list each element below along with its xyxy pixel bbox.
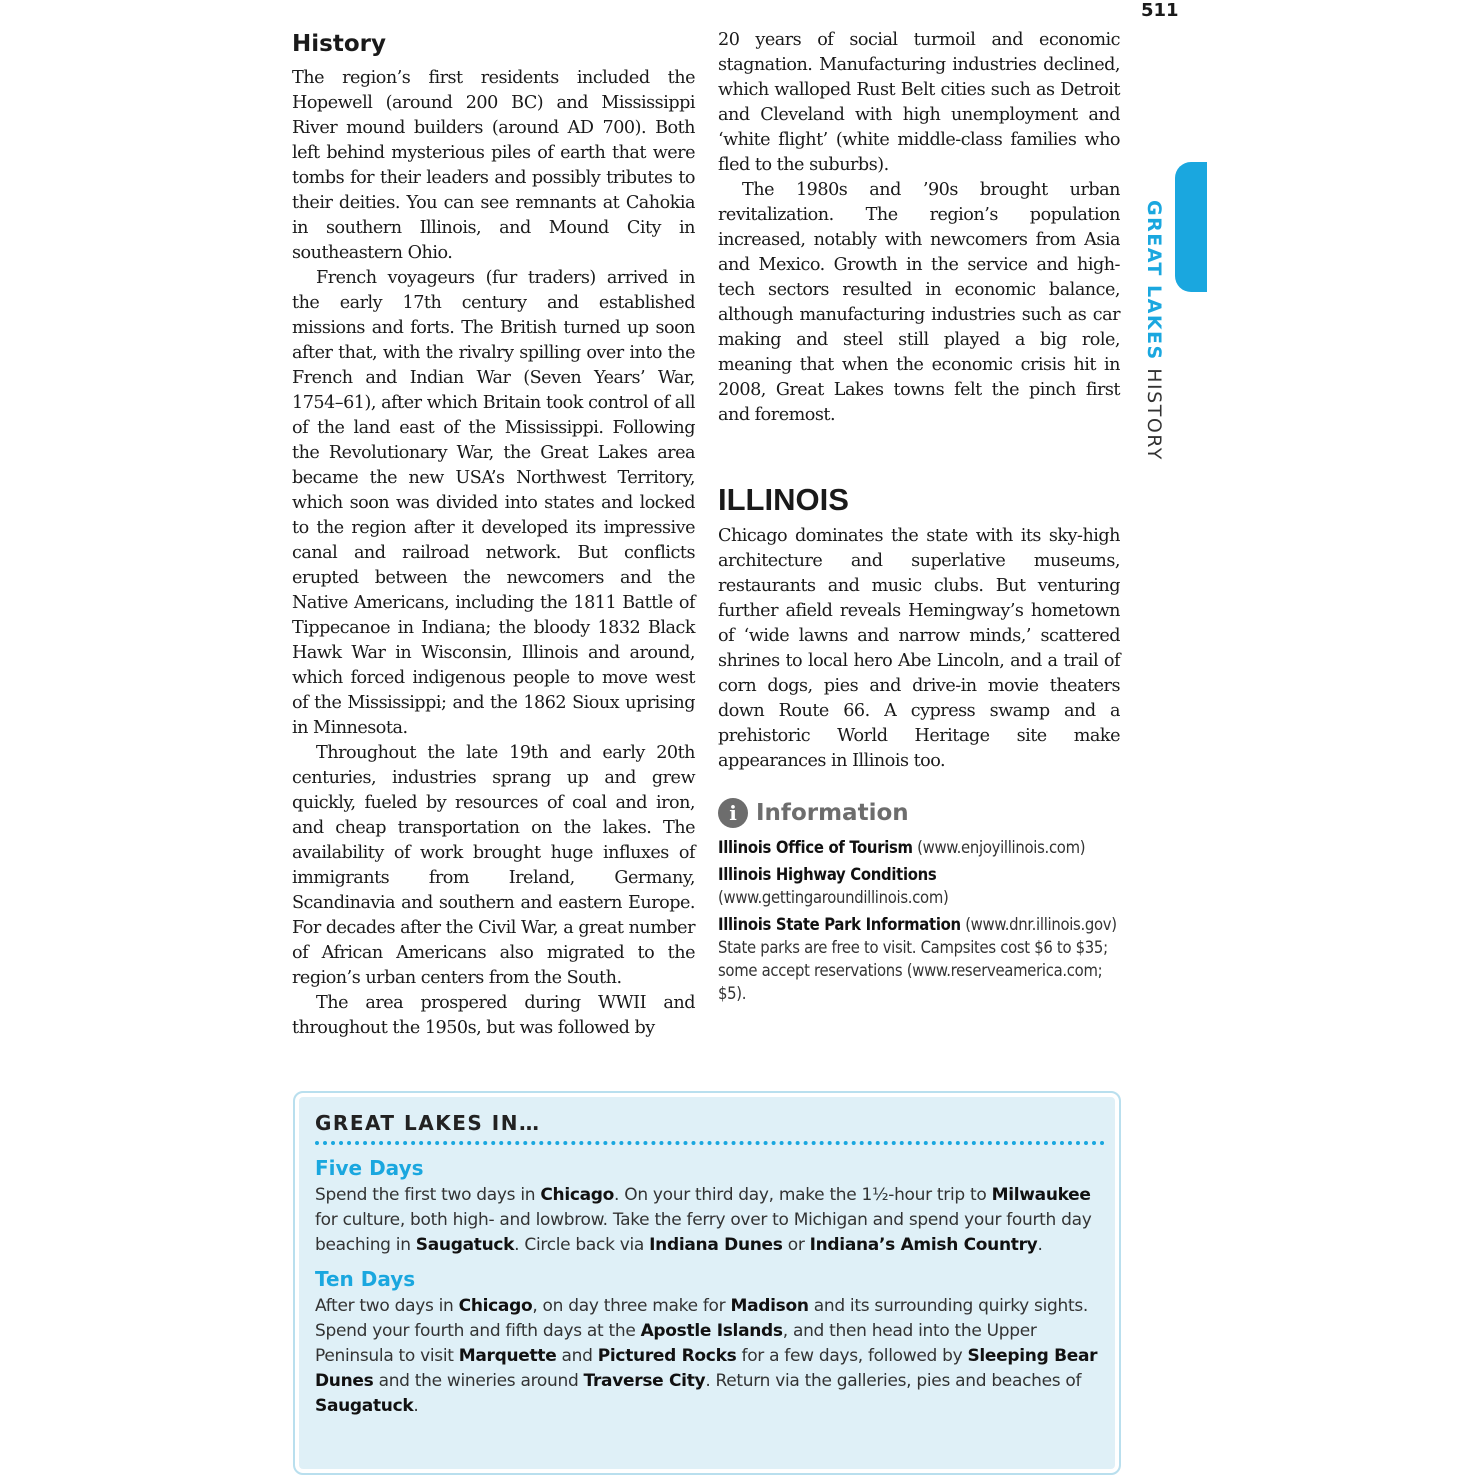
history-heading: History [292, 31, 386, 57]
info-entry-detail: (www.gettingaroundillinois.com) [718, 888, 949, 907]
running-title-region: GREAT LAKES [1143, 200, 1165, 361]
info-entry-name: Illinois Office of Tourism [718, 838, 913, 857]
history-continued-paragraph-2: The 1980s and ’90s brought urban revitalization. The region’s population increased, notably with newcomers from Asia and Mexico. Growth in the service and high-tech sectors resulted in economic balance, although manufacturing industries such as car making and steel still played a big role, meaning that when the economic crisis hit in 2008, Great Lakes towns felt the pinch first and foremost. [718, 180, 1120, 425]
text-run: . Return via the galleries, pies and beaches of [705, 1371, 1082, 1391]
history-continued-paragraph-1: 20 years of social turmoil and economic stagnation. Manufacturing industries declined, which walloped Rust Belt cities such as Detroit and Cleveland with high unemployment and ‘white flight’ (white middle-class families who fled to the suburbs). [718, 30, 1120, 175]
text-run: for a few days, followed by [736, 1346, 968, 1366]
right-column [718, 28, 1120, 1009]
place-name: Apostle Islands [640, 1321, 783, 1341]
itinerary-box [293, 1091, 1121, 1475]
info-entry-detail: (www.dnr.illinois.gov) State parks are free to visit. Campsites cost $6 to $35; some accept reservations (www.reserveamerica.com; $5). [718, 915, 1117, 1003]
info-icon: i [718, 798, 748, 828]
five-days-text [315, 1183, 1105, 1258]
ten-days-text [315, 1294, 1105, 1419]
dotted-divider [315, 1141, 1105, 1145]
place-name: Chicago [458, 1296, 533, 1316]
text-run: . Circle back via [514, 1235, 650, 1255]
history-paragraph-3: Throughout the late 19th and early 20th centuries, industries sprang up and grew quickly, fueled by resources of coal and iron, and cheap transportation on the lakes. The availability of work brought huge influxes of immigrants from Ireland, Germany, Scandinavia and southern and eastern Europe. For decades after the Civil War, a great number of African Americans also migrated to the region’s urban centers from the South. [292, 743, 695, 988]
text-run: Spend the first two days in [315, 1185, 541, 1205]
text-run: , on day three make for [532, 1296, 731, 1316]
running-section-title [1135, 200, 1165, 460]
place-name: Marquette [458, 1346, 557, 1366]
text-run: and [556, 1346, 598, 1366]
info-entry-state-parks [718, 913, 1120, 1005]
illinois-intro: Chicago dominates the state with its sky-high architecture and superlative museums, restaurants and music clubs. But venturing further afield reveals Hemingway’s hometown of ‘wide lawns and narrow minds,’ scattered shrines to local hero Abe Lincoln, and a trail of corn dogs, pies and drive-in movie theaters down Route 66. A cypress swamp and a prehistoric World Heritage site make appearances in Illinois too. [718, 526, 1120, 771]
left-column [292, 28, 695, 1041]
info-entry-tourism [718, 836, 1120, 859]
place-name: Chicago [540, 1185, 615, 1205]
five-days-heading: Five Days [315, 1156, 424, 1180]
page-number: 511 [1141, 0, 1179, 21]
information-heading [718, 796, 1120, 830]
text-run: . On your third day, make the 1½-hour trip to [614, 1185, 992, 1205]
history-paragraph-2: French voyageurs (fur traders) arrived in the early 17th century and established missions and forts. The British turned up soon after that, with the rivalry spilling over into the French and Indian War (Seven Years’ War, 1754–61), after which Britain took control of all of the land east of the Mississippi. Following the Revolutionary War, the Great Lakes area became the new USA’s Northwest Territory, which soon was divided into states and locked to the region after it developed its impressive canal and railroad network. But conflicts erupted between the newcomers and the Native Americans, including the 1811 Battle of Tippecanoe in Indiana; the bloody 1832 Black Hawk War in Wisconsin, Illinois and around, which forced indigenous people to move west of the Mississippi; and the 1862 Sioux uprising in Minnesota. [292, 268, 695, 738]
text-run: and the wineries around [373, 1371, 584, 1391]
text-run: and its surrounding quirky sights. Spend your fourth and fifth days at the [315, 1296, 1089, 1341]
history-paragraph-4: The area prospered during WWII and throughout the 1950s, but was followed by [292, 993, 695, 1038]
ten-days-heading: Ten Days [315, 1267, 416, 1291]
text-run: for culture, both high- and lowbrow. Take the ferry over to Michigan and spend your fourth day beaching in [315, 1210, 1092, 1255]
place-name: Milwaukee [991, 1185, 1091, 1205]
place-name: Pictured Rocks [597, 1346, 737, 1366]
info-entry-highway [718, 863, 1120, 909]
place-name: Sleeping Bear Dunes [315, 1346, 1098, 1391]
place-name: Saugatuck [315, 1396, 414, 1416]
illinois-heading: ILLINOIS [718, 482, 849, 517]
information-title: Information [756, 800, 909, 826]
history-paragraph-1: The region’s first residents included the Hopewell (around 200 BC) and Mississippi River mound builders (around AD 700). Both left behind mysterious piles of earth that were tombs for their leaders and possibly tributes to their deities. You can see remnants at Cahokia in southern Illinois, and Mound City in southeastern Ohio. [292, 68, 695, 263]
text-run: . [1037, 1235, 1043, 1255]
place-name: Traverse City [583, 1371, 706, 1391]
place-name: Madison [730, 1296, 809, 1316]
place-name: Indiana’s Amish Country [809, 1235, 1038, 1255]
text-run: . [413, 1396, 419, 1416]
place-name: Indiana Dunes [649, 1235, 783, 1255]
text-run: After two days in [315, 1296, 459, 1316]
text-run: , and then head into the Upper Peninsula to visit [315, 1321, 1037, 1366]
info-entry-detail: (www.enjoyillinois.com) [912, 838, 1086, 857]
info-entry-name: Illinois State Park Information [718, 915, 961, 934]
text-run: or [782, 1235, 810, 1255]
place-name: Saugatuck [415, 1235, 515, 1255]
info-entry-name: Illinois Highway Conditions [718, 865, 937, 884]
running-title-section: HISTORY [1143, 368, 1165, 461]
section-thumb-tab [1175, 162, 1207, 292]
itinerary-box-title: GREAT LAKES IN… [315, 1111, 541, 1135]
